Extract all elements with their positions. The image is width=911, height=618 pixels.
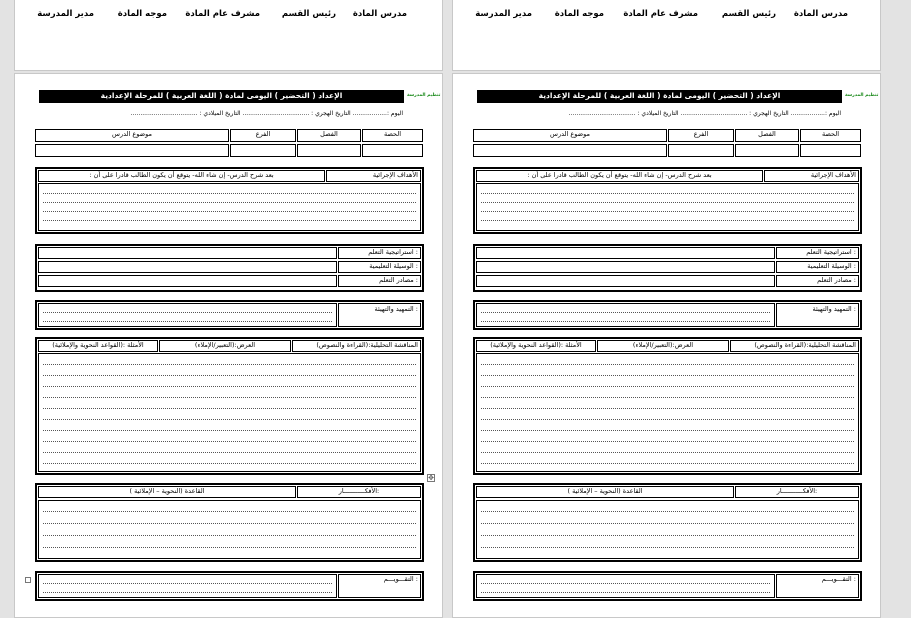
dotted-line <box>43 386 416 387</box>
date-line: اليوم :.................. التاريخ الهجري : ................................... التاريخ الميلادي : ................................... <box>568 110 841 117</box>
rule-label: القاعدة (النحوية – الإملائية ) <box>476 486 734 498</box>
intro-input[interactable] <box>476 303 775 327</box>
dotted-line <box>43 463 416 464</box>
period-input[interactable] <box>362 144 423 157</box>
dotted-line <box>43 312 332 313</box>
page-bottom-right <box>452 73 881 618</box>
header-cell-branch: الفرع <box>668 129 734 142</box>
class-input[interactable] <box>297 144 361 157</box>
strategy-label: استراتيجية التعلم : <box>776 247 859 259</box>
rule-label: القاعدة (النحوية – الإملائية ) <box>38 486 296 498</box>
aid-input[interactable] <box>476 261 775 273</box>
discussion-label: المناقشة التحليلية:(القراءة والنصوص) <box>730 340 859 352</box>
dotted-line <box>43 220 416 221</box>
dotted-line <box>43 193 416 194</box>
class-input[interactable] <box>735 144 799 157</box>
table-move-handle-icon[interactable]: ✥ <box>428 474 434 482</box>
dotted-line <box>43 547 416 548</box>
branch-input[interactable] <box>668 144 734 157</box>
form-title: الإعداد ( التحضير ) اليومى لمادة ( اللغة العربية ) للمرحلة الإعدادية <box>477 90 842 103</box>
dotted-line <box>43 592 332 593</box>
dotted-line <box>481 430 854 431</box>
signature-teacher: مدرس المادة <box>352 9 407 19</box>
intro-label: التمهيد والتهيئة : <box>338 303 421 327</box>
dotted-line <box>43 583 332 584</box>
dotted-line <box>481 511 854 512</box>
dotted-line <box>43 441 416 442</box>
dotted-line <box>43 202 416 203</box>
signature-department-head: رئيس القسم <box>721 9 776 19</box>
dotted-line <box>43 364 416 365</box>
evaluation-label: التقـــويـــم : <box>776 574 859 598</box>
strategy-label: استراتيجية التعلم : <box>338 247 421 259</box>
lesson-body-input[interactable] <box>38 353 421 472</box>
examples-label: الأمثلة :(القواعد النحوية والإملائية) <box>476 340 596 352</box>
dotted-line <box>481 397 854 398</box>
aid-label: الوسيلة التعليمية : <box>338 261 421 273</box>
dotted-line <box>481 592 770 593</box>
dotted-line <box>481 193 854 194</box>
dotted-line <box>43 452 416 453</box>
branch-input[interactable] <box>230 144 296 157</box>
dotted-line <box>43 397 416 398</box>
ideas-label: الأفكـــــــــــار: <box>297 486 421 498</box>
signature-principal: مدير المدرسة <box>475 9 532 19</box>
header-cell-topic: موضوع الدرس <box>35 129 229 142</box>
dotted-line <box>43 375 416 376</box>
dotted-line <box>43 535 416 536</box>
signature-general-supervisor: مشرف عام المادة <box>623 9 698 19</box>
dotted-line <box>481 364 854 365</box>
discussion-label: المناقشة التحليلية:(القراءة والنصوص) <box>292 340 421 352</box>
dotted-line <box>481 375 854 376</box>
dotted-line <box>43 430 416 431</box>
evaluation-input[interactable] <box>38 574 337 598</box>
dotted-line <box>481 419 854 420</box>
dotted-line <box>481 321 770 322</box>
intro-label: التمهيد والتهيئة : <box>776 303 859 327</box>
aid-input[interactable] <box>38 261 337 273</box>
sources-input[interactable] <box>476 275 775 287</box>
topic-input[interactable] <box>473 144 667 157</box>
dotted-line <box>481 535 854 536</box>
dotted-line <box>43 511 416 512</box>
dotted-line <box>481 547 854 548</box>
dotted-line <box>481 441 854 442</box>
evaluation-label: التقـــويـــم : <box>338 574 421 598</box>
objectives-input[interactable] <box>476 183 859 231</box>
signature-subject-inspector: موجه المادة <box>554 9 604 19</box>
intro-input[interactable] <box>38 303 337 327</box>
ideas-input[interactable] <box>476 500 859 559</box>
objectives-label: الأهداف الإجرائية <box>764 170 859 182</box>
dotted-line <box>43 523 416 524</box>
school-label: تنظيم المدرسة <box>407 93 441 98</box>
signature-principal: مدير المدرسة <box>37 9 94 19</box>
objectives-label: الأهداف الإجرائية <box>326 170 421 182</box>
sources-input[interactable] <box>38 275 337 287</box>
examples-label: الأمثلة :(القواعد النحوية والإملائية) <box>38 340 158 352</box>
dotted-line <box>481 452 854 453</box>
period-input[interactable] <box>800 144 861 157</box>
dotted-line <box>481 583 770 584</box>
signature-row <box>15 9 442 25</box>
header-cell-period: الحصة <box>362 129 423 142</box>
resize-handle-icon[interactable] <box>25 577 31 583</box>
dotted-line <box>481 523 854 524</box>
header-cell-class: الفصل <box>735 129 799 142</box>
header-cell-class: الفصل <box>297 129 361 142</box>
dotted-line <box>481 386 854 387</box>
presentation-label: العرض:(التعبير/الإملاء) <box>597 340 729 352</box>
sources-label: مصادر التعلم : <box>338 275 421 287</box>
dotted-line <box>481 211 854 212</box>
dotted-line <box>481 463 854 464</box>
dotted-line <box>43 408 416 409</box>
objectives-intro: بعد شرح الدرس- إن شاء الله- يتوقع أن يكون الطالب قادرا على أن : <box>38 170 325 182</box>
header-cell-topic: موضوع الدرس <box>473 129 667 142</box>
aid-label: الوسيلة التعليمية : <box>776 261 859 273</box>
topic-input[interactable] <box>35 144 229 157</box>
signature-subject-inspector: موجه المادة <box>117 9 167 19</box>
objectives-input[interactable] <box>38 183 421 231</box>
header-cell-period: الحصة <box>800 129 861 142</box>
strategy-input[interactable] <box>38 247 337 259</box>
school-label: تنظيم المدرسة <box>845 93 879 98</box>
page-top-left <box>14 0 443 71</box>
dotted-line <box>43 211 416 212</box>
page-top-right <box>452 0 881 71</box>
objectives-intro: بعد شرح الدرس- إن شاء الله- يتوقع أن يكون الطالب قادرا على أن : <box>476 170 763 182</box>
dotted-line <box>43 419 416 420</box>
header-cell-branch: الفرع <box>230 129 296 142</box>
form-title: الإعداد ( التحضير ) اليومى لمادة ( اللغة العربية ) للمرحلة الإعدادية <box>39 90 404 103</box>
signature-teacher: مدرس المادة <box>793 9 848 19</box>
signature-department-head: رئيس القسم <box>281 9 336 19</box>
dotted-line <box>481 220 854 221</box>
dotted-line <box>481 202 854 203</box>
date-line: اليوم :.................. التاريخ الهجري : ................................... التاريخ الميلادي : ................................... <box>130 110 403 117</box>
lesson-body-input[interactable] <box>476 353 859 472</box>
evaluation-input[interactable] <box>476 574 775 598</box>
presentation-label: العرض:(التعبير/الإملاء) <box>159 340 291 352</box>
ideas-input[interactable] <box>38 500 421 559</box>
strategy-input[interactable] <box>476 247 775 259</box>
dotted-line <box>481 408 854 409</box>
page-bottom-left <box>14 73 443 618</box>
dotted-line <box>43 321 332 322</box>
dotted-line <box>481 312 770 313</box>
signature-general-supervisor: مشرف عام المادة <box>185 9 260 19</box>
signature-row <box>453 9 880 25</box>
ideas-label: الأفكـــــــــــار: <box>735 486 859 498</box>
sources-label: مصادر التعلم : <box>776 275 859 287</box>
